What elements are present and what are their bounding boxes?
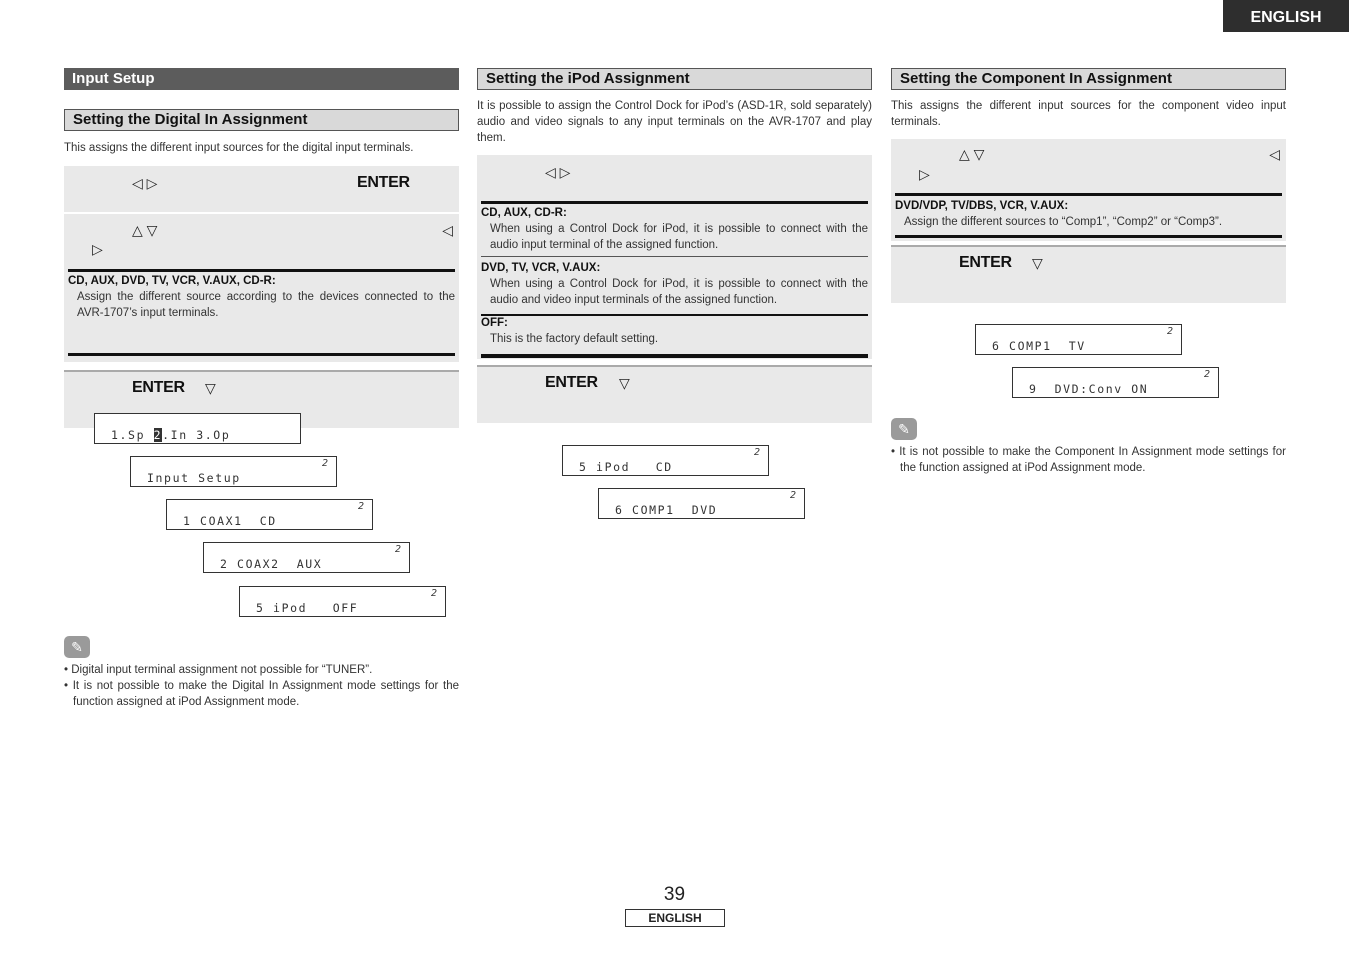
pencil-note-icon: ✎ <box>891 418 917 440</box>
section-title: Input Setup <box>64 68 459 90</box>
separator <box>68 353 455 356</box>
left-right-arrows-icon: ◁ ▷ <box>545 164 571 180</box>
intro-text: This assigns the different input sources for the component video input terminals. <box>891 100 1286 128</box>
page-number: 39 <box>663 884 686 905</box>
step-2 <box>477 365 872 423</box>
note-item: • Digital input terminal assignment not possible for “TUNER”. <box>64 664 373 676</box>
note-item: • It is not possible to make the Component In Assignment mode settings for the function assigned at iPod Assignment mode. <box>891 446 1286 474</box>
ipod-column <box>477 68 872 423</box>
separator <box>481 354 868 358</box>
option-item <box>891 198 1286 230</box>
step-1 <box>891 139 1286 241</box>
subsection-title: Setting the Digital In Assignment <box>64 109 459 131</box>
down-arrow-icon: ▽ <box>205 380 216 396</box>
up-down-arrows-icon: △ ▽ <box>132 222 158 238</box>
intro-text: This assigns the different input sources for the digital input terminals. <box>64 142 414 154</box>
left-arrow-icon: ◁ <box>1269 146 1280 162</box>
option-desc: When using a Control Dock for iPod, it is possible to connect with the audio input terminal of the assigned function. <box>490 223 868 251</box>
option-item <box>477 205 872 253</box>
language-tab: ENGLISH <box>1223 0 1349 32</box>
digital-in-column <box>64 68 459 428</box>
down-arrow-icon: ▽ <box>1032 255 1043 271</box>
option-desc: This is the factory default setting. <box>490 333 659 345</box>
lcd-text: 5 iPod CD <box>579 460 673 474</box>
step-1 <box>477 155 872 359</box>
lcd-text: 6 COMP1 DVD <box>615 503 718 517</box>
enter-button-label: ENTER <box>545 374 598 391</box>
lcd-tag: 2 <box>789 490 796 501</box>
lcd-display <box>1012 367 1219 398</box>
separator <box>895 235 1282 238</box>
lcd-display <box>94 413 301 444</box>
step-2 <box>891 245 1286 303</box>
option-desc: When using a Control Dock for iPod, it is possible to connect with the audio and video input terminals of the assigned function. <box>490 278 868 306</box>
section-title: Setting the iPod Assignment <box>477 68 872 90</box>
lcd-text: 5 iPod OFF <box>256 601 359 615</box>
option-desc: Assign the different sources to “Comp1”, “Comp2” or “Comp3”. <box>904 216 1223 228</box>
option-title: DVD, TV, VCR, V.AUX: <box>481 262 601 274</box>
lcd-tag: 2 <box>321 458 328 469</box>
up-down-arrows-icon: △ ▽ <box>959 146 985 162</box>
left-right-arrows-icon: ◁ ▷ <box>132 175 158 191</box>
down-arrow-icon: ▽ <box>619 375 630 391</box>
separator <box>481 201 868 204</box>
lcd-display <box>598 488 805 519</box>
enter-button-label: ENTER <box>357 174 410 191</box>
lcd-text: Input Setup <box>147 471 241 485</box>
enter-button-label: ENTER <box>132 379 185 396</box>
lcd-tag: 2 <box>430 588 437 599</box>
intro-text: It is possible to assign the Control Dock for iPod’s (ASD-1R, sold separately) audio and video signals to any input terminals on the AVR-1707 and play them. <box>477 100 872 144</box>
component-in-column <box>891 68 1286 303</box>
right-arrow-icon: ▷ <box>919 166 930 182</box>
separator <box>481 314 868 316</box>
notes-list <box>64 662 459 710</box>
separator <box>895 193 1282 196</box>
lcd-tag: 2 <box>1203 369 1210 380</box>
lcd-tag: 2 <box>394 544 401 555</box>
separator <box>481 256 868 257</box>
separator <box>68 269 455 272</box>
option-title: OFF: <box>481 317 508 329</box>
step-2 <box>64 214 459 362</box>
option-title: DVD/VDP, TV/DBS, VCR, V.AUX: <box>895 200 1069 212</box>
option-title: CD, AUX, CD-R: <box>481 207 567 219</box>
section-title: Setting the Component In Assignment <box>891 68 1286 90</box>
pencil-note-icon: ✎ <box>64 636 90 658</box>
lcd-text: 1.Sp 2.In 3.Op <box>111 428 231 442</box>
lcd-text: 2 COAX2 AUX <box>220 557 323 571</box>
enter-button-label: ENTER <box>959 254 1012 271</box>
lcd-text: 1 COAX1 CD <box>183 514 277 528</box>
lcd-display <box>166 499 373 530</box>
lcd-tag: 2 <box>357 501 364 512</box>
lcd-text: 6 COMP1 TV <box>992 339 1086 353</box>
option-item <box>64 266 459 321</box>
left-arrow-icon: ◁ <box>442 222 453 238</box>
lcd-display <box>562 445 769 476</box>
step-1 <box>64 166 459 212</box>
lcd-display <box>239 586 446 617</box>
option-desc: Assign the different source according to the devices connected to the AVR-1707’s input terminals. <box>77 291 455 319</box>
right-arrow-icon: ▷ <box>92 241 103 257</box>
lcd-tag: 2 <box>1166 326 1173 337</box>
lcd-display <box>130 456 337 487</box>
note-item: • It is not possible to make the Digital In Assignment mode settings for the function assigned at iPod Assignment mode. <box>64 680 459 708</box>
option-item <box>477 260 872 308</box>
lcd-display <box>203 542 410 573</box>
footer-language: ENGLISH <box>625 909 725 927</box>
notes-list <box>891 444 1286 476</box>
lcd-text: 9 DVD:Conv ON <box>1029 382 1149 396</box>
option-title: CD, AUX, DVD, TV, VCR, V.AUX, CD-R: <box>68 275 276 287</box>
lcd-tag: 2 <box>753 447 760 458</box>
lcd-display <box>975 324 1182 355</box>
